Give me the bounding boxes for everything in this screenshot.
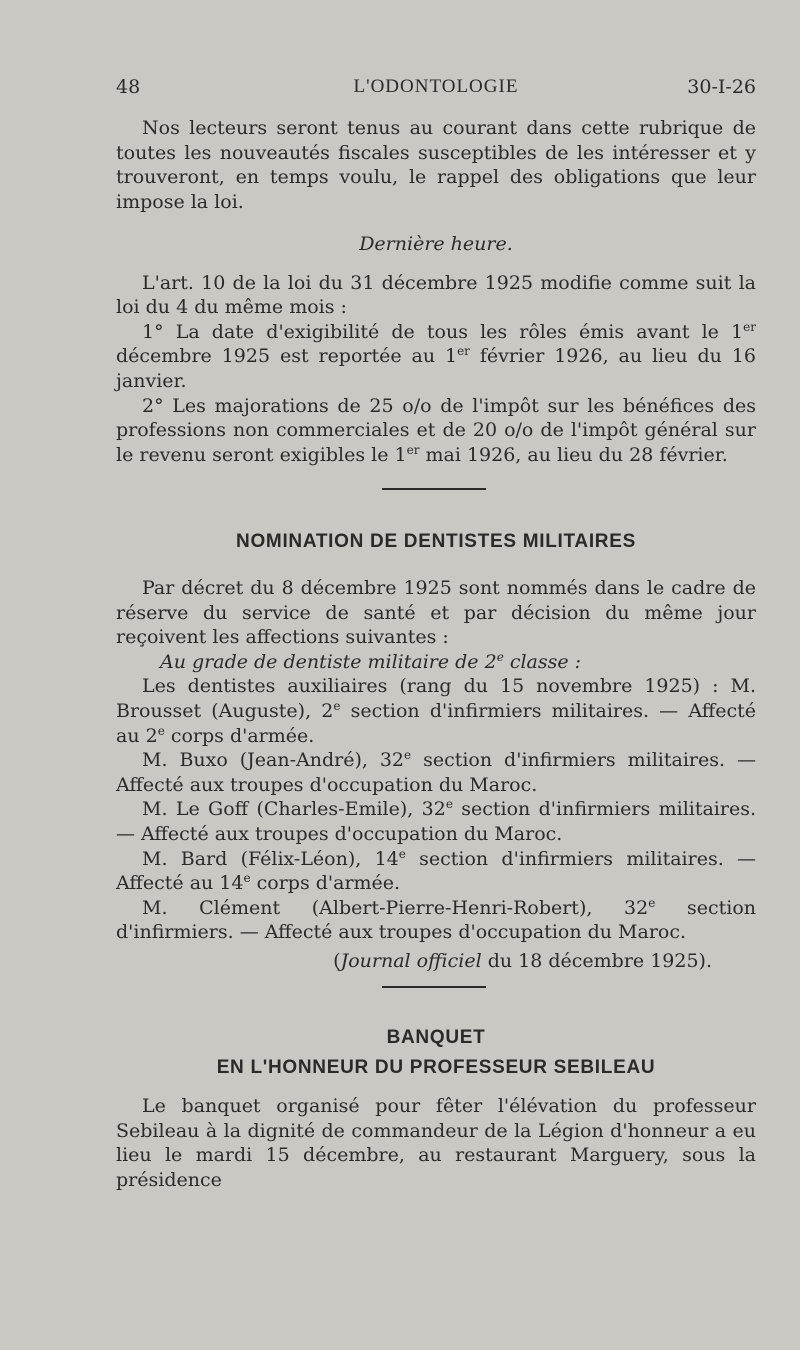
issue-date: 30-I-26 — [687, 76, 756, 98]
nomination-entry-buxo: M. Buxo (Jean-André), 32e section d'infirmiers militaires. — Affecté aux troupes d'occupation du Maroc. — [116, 748, 756, 796]
derniere-heure-paragraph-2: 1° La date d'exigibilité de tous les rôles émis avant le 1er décembre 1925 est reportée au 1er février 1926, au lieu du 16 janvier. — [116, 319, 756, 392]
nomination-entry-brousset: Les dentistes auxiliaires (rang du 15 novembre 1925) : M. Brousset (Auguste), 2e section d'infirmiers militaires. — Affecté au 2e corps d'armée. — [116, 675, 756, 747]
grade-heading: Au grade de dentiste militaire de 2e classe : — [160, 649, 582, 673]
intro-paragraph: Nos lecteurs seront tenus au courant dans cette rubrique de toutes les nouveautés fiscales susceptibles de les intéresser et y trouveront, en temps voulu, le rappel des obligations que leur impose la loi. — [116, 117, 756, 213]
banquet-paragraph: Le banquet organisé pour fêter l'élévation du professeur Sebileau à la dignité de commandeur de la Légion d'honneur a eu lieu le mardi 15 décembre, au restaurant Marguery, sous la présidence — [116, 1095, 756, 1191]
nomination-heading: NOMINATION DE DENTISTES MILITAIRES — [236, 531, 636, 552]
intro-section — [116, 116, 756, 214]
derniere-heure-paragraph-3: 2° Les majorations de 25 o/o de l'impôt sur les bénéfices des professions non commerciales et de 20 o/o de l'impôt général sur le revenu seront exigibles le 1er mai 1926, au lieu du 28 février. — [116, 394, 756, 466]
nomination-section — [116, 530, 756, 974]
nomination-entry-clement: M. Clément (Albert-Pierre-Henri-Robert), 32e section d'infirmiers. — Affecté aux troupes d'occupation du Maroc. — [116, 895, 756, 944]
banquet-heading-2: EN L'HONNEUR DU PROFESSEUR SEBILEAU — [216, 1057, 656, 1078]
page-header — [116, 76, 756, 102]
banquet-section — [116, 1026, 756, 1192]
nomination-entry-bard: M. Bard (Félix-Léon), 14e section d'infirmiers militaires. — Affecté au 14e corps d'armée. — [116, 846, 756, 895]
nomination-entry-le-goff: M. Le Goff (Charles-Emile), 32e section d'infirmiers militaires. — Affecté aux troupes d'occupation du Maroc. — [116, 797, 756, 845]
derniere-heure-paragraph-1: L'art. 10 de la loi du 31 décembre 1925 modifie comme suit la loi du 4 du même mois : — [116, 271, 756, 319]
journal-title: L'ODONTOLOGIE — [353, 76, 519, 97]
nomination-paragraph: Par décret du 8 décembre 1925 sont nommés dans le cadre de réserve du service de santé et par décision du même jour reçoivent les affections suivantes : — [116, 577, 756, 649]
section-divider — [382, 488, 486, 490]
page-number: 48 — [116, 76, 141, 98]
derniere-heure-title: Dernière heure. — [359, 233, 513, 255]
section-divider-2 — [382, 986, 486, 988]
derniere-heure-section — [116, 232, 756, 467]
source-citation: (Journal officiel du 18 décembre 1925). — [333, 949, 712, 972]
banquet-heading-1: BANQUET — [386, 1027, 486, 1048]
